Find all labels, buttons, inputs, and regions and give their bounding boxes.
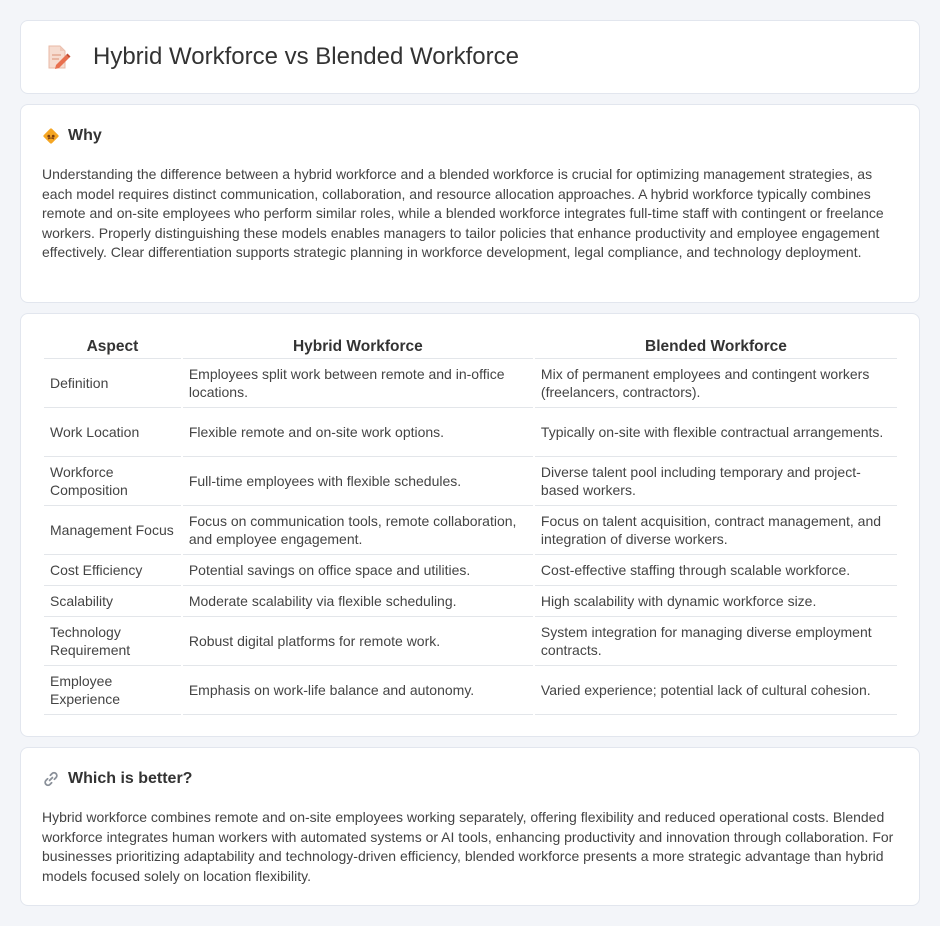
better-text: Hybrid workforce combines remote and on-site employees working separately, offering flexibility and reduced operational costs. Blended workforce integrates human workers with automated systems or AI tools, enhancing productivity and innovation through collaboration. For businesses prioritizing adaptability and technology-driven efficiency, blended workforce presents a more strategic advantage than hybrid models focused solely on location flexibility.: [42, 809, 894, 884]
table-row: [44, 586, 897, 617]
blended-cell: High scalability with dynamic workforce size.: [535, 586, 897, 617]
aspect-cell: Workforce Composition: [44, 457, 181, 506]
blended-cell: Cost-effective staffing through scalable workforce.: [535, 555, 897, 586]
title-card: [20, 20, 920, 94]
blended-cell: System integration for managing diverse employment contracts.: [535, 617, 897, 666]
hybrid-cell: Employees split work between remote and in-office locations.: [183, 359, 533, 408]
table-row: [44, 408, 897, 457]
hybrid-cell: Robust digital platforms for remote work.: [183, 617, 533, 666]
aspect-cell: Employee Experience: [44, 666, 181, 715]
page-title: Hybrid Workforce vs Blended Workforce: [93, 43, 519, 70]
document-pencil-icon: [45, 43, 71, 71]
blended-cell: Focus on talent acquisition, contract management, and integration of diverse workers.: [535, 506, 897, 555]
link-icon: [42, 770, 60, 788]
table-header-row: [44, 336, 897, 359]
blended-cell: Typically on-site with flexible contractual arrangements.: [535, 408, 897, 457]
table-row: [44, 666, 897, 715]
header-aspect: Aspect: [44, 336, 181, 359]
blended-cell: Varied experience; potential lack of cultural cohesion.: [535, 666, 897, 715]
table-row: [44, 359, 897, 408]
why-text: Understanding the difference between a hybrid workforce and a blended workforce is crucial for optimizing management strategies, as each model requires distinct communication, collaboration, and resource allocation approaches. A hybrid workforce typically combines remote and on-site employees who perform similar roles, while a blended workforce integrates full-time staff with contingent or freelance workers. Properly distinguishing these models enables managers to tailor policies that enhance productivity and employee engagement effectively. Clear differentiation supports strategic planning in workforce development, legal compliance, and technology deployment.: [42, 166, 884, 260]
hybrid-cell: Potential savings on office space and utilities.: [183, 555, 533, 586]
why-section: [20, 104, 920, 303]
blended-cell: Diverse talent pool including temporary and project-based workers.: [535, 457, 897, 506]
comparison-section: [20, 313, 920, 737]
hybrid-cell: Flexible remote and on-site work options.: [183, 408, 533, 457]
blended-cell: Mix of permanent employees and contingent workers (freelancers, contractors).: [535, 359, 897, 408]
aspect-cell: Cost Efficiency: [44, 555, 181, 586]
table-row: [44, 506, 897, 555]
aspect-cell: Definition: [44, 359, 181, 408]
aspect-cell: Scalability: [44, 586, 181, 617]
aspect-cell: Work Location: [44, 408, 181, 457]
comparison-table: [42, 336, 899, 715]
hybrid-cell: Full-time employees with flexible schedules.: [183, 457, 533, 506]
hybrid-cell: Emphasis on work-life balance and autonomy.: [183, 666, 533, 715]
diamond-warning-icon: [42, 127, 60, 145]
hybrid-cell: Focus on communication tools, remote collaboration, and employee engagement.: [183, 506, 533, 555]
aspect-cell: Management Focus: [44, 506, 181, 555]
table-row: [44, 617, 897, 666]
aspect-cell: Technology Requirement: [44, 617, 181, 666]
hybrid-cell: Moderate scalability via flexible scheduling.: [183, 586, 533, 617]
header-hybrid: Hybrid Workforce: [183, 336, 533, 359]
which-is-better-section: [20, 747, 920, 906]
why-heading: Why: [68, 127, 102, 144]
better-heading: Which is better?: [68, 770, 193, 787]
table-row: [44, 555, 897, 586]
table-row: [44, 457, 897, 506]
header-blended: Blended Workforce: [535, 336, 897, 359]
